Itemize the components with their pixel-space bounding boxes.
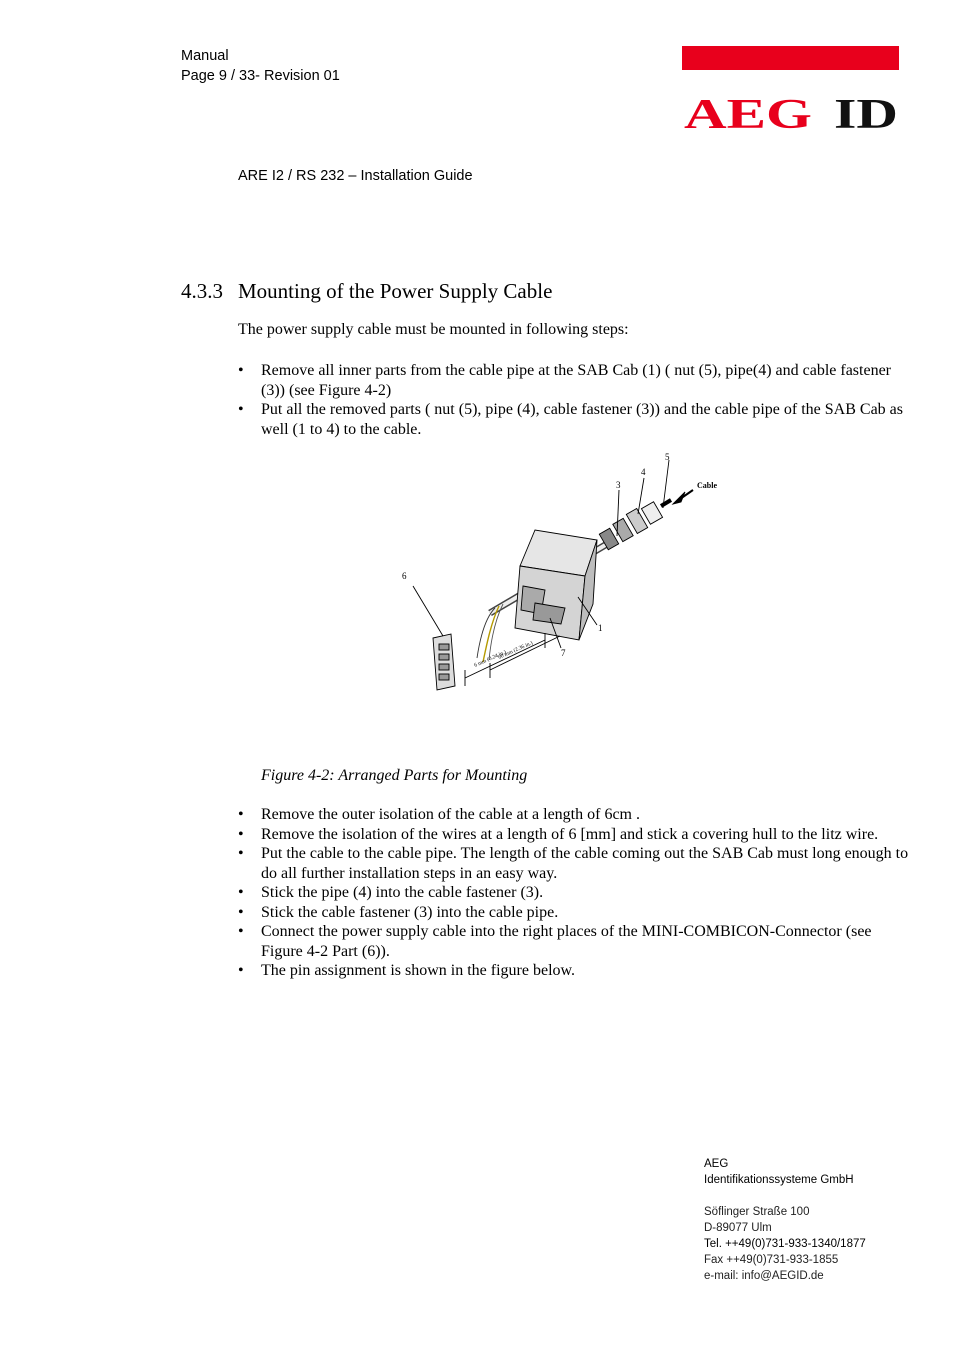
footer-email: e-mail: info@AEGID.de [704, 1270, 824, 1282]
footer-fax: Fax ++49(0)731-933-1855 [704, 1254, 839, 1266]
list-item: • Stick the pipe (4) into the cable fastener (3). [238, 883, 910, 903]
intro-paragraph: The power supply cable must be mounted in following steps: [238, 321, 629, 338]
label-part-3: 3 [616, 480, 621, 490]
aeg-id-logo [682, 88, 899, 136]
section-number: 4.3.3 [181, 279, 223, 303]
logo-red-bar [682, 46, 899, 70]
header-meta [181, 46, 340, 86]
dimension-6mm: 6 mm (0.24 in.) [473, 649, 508, 669]
list-item: • The pin assignment is shown in the figure below. [238, 961, 910, 981]
header-page-revision: Page 9 / 33- Revision 01 [181, 68, 340, 84]
section-heading [181, 279, 552, 304]
list-item: • Put all the removed parts ( nut (5), pipe (4), cable fastener (3)) and the cable pipe of the SAB Cab as well (1 to 4) to the cable. [238, 400, 910, 439]
label-part-1: 1 [598, 623, 603, 633]
document-title: ARE I2 / RS 232 – Installation Guide [238, 168, 473, 184]
company-footer [704, 1156, 866, 1284]
list-item: • Remove all inner parts from the cable pipe at the SAB Cab (1) ( nut (5), pipe(4) and cable fastener (3)) (see Figure 4-2) [238, 361, 910, 400]
list-item: • Put the cable to the cable pipe. The length of the cable coming out the SAB Cab must long enough to do all further installation steps in an easy way. [238, 844, 910, 883]
svg-text:AEG: AEG [684, 92, 812, 136]
label-part-5: 5 [665, 452, 670, 462]
arranged-parts-figure [395, 448, 735, 698]
label-part-4: 4 [641, 467, 646, 477]
dimension-60mm: 60 mm (2.36 in.) [497, 640, 534, 661]
steps-before-list [238, 361, 910, 439]
list-item: • Connect the power supply cable into the right places of the MINI-COMBICON-Connector (see Figure 4-2 Part (6)). [238, 922, 910, 961]
header-manual-label: Manual [181, 48, 229, 64]
section-title: Mounting of the Power Supply Cable [238, 279, 553, 303]
label-cable: Cable [697, 481, 717, 490]
list-item: • Remove the isolation of the wires at a length of 6 [mm] and stick a covering hull to the litz wire. [238, 825, 910, 845]
figure-caption: Figure 4-2: Arranged Parts for Mounting [261, 767, 528, 784]
footer-telephone: Tel. ++49(0)731-933-1340/1877 [704, 1238, 866, 1250]
footer-city: D-89077 Ulm [704, 1222, 772, 1234]
label-part-6: 6 [402, 571, 407, 581]
steps-after-list [238, 805, 910, 981]
list-item: • Stick the cable fastener (3) into the cable pipe. [238, 903, 910, 923]
list-item: • Remove the outer isolation of the cable at a length of 6cm . [238, 805, 910, 825]
footer-company-name: AEG [704, 1158, 729, 1170]
footer-company-fullname: Identifikationssysteme GmbH [704, 1174, 854, 1186]
svg-text:ID: ID [834, 92, 898, 136]
label-part-7: 7 [561, 648, 566, 658]
footer-street: Söflinger Straße 100 [704, 1206, 810, 1218]
